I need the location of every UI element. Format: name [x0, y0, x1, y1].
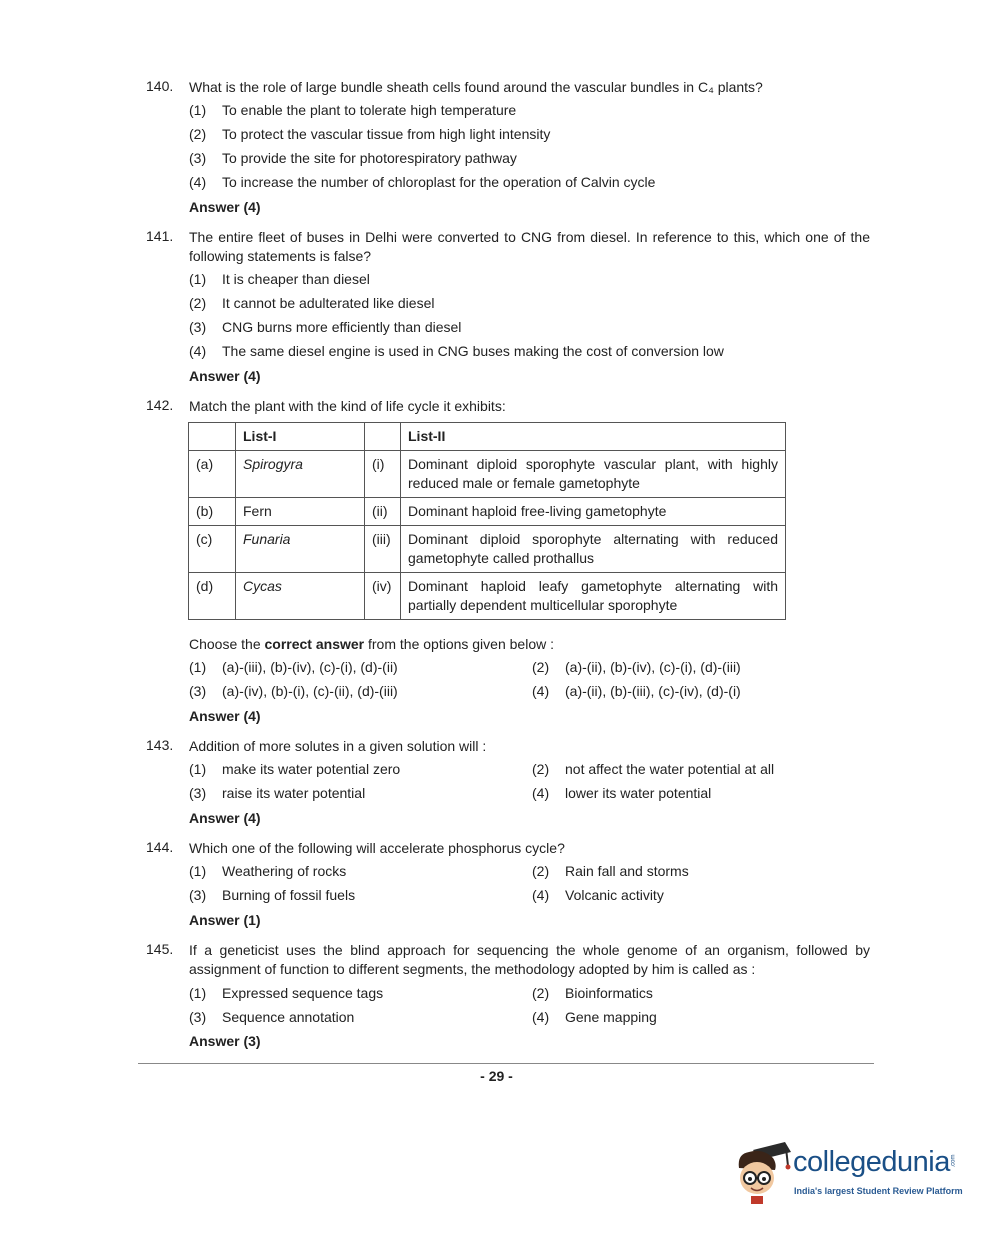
mascot-icon [733, 1138, 793, 1204]
option: (2) Rain fall and storms [532, 863, 689, 879]
option: (3) raise its water potential [189, 785, 366, 801]
option: (2) (a)-(ii), (b)-(iv), (c)-(i), (d)-(iii) [532, 659, 741, 675]
option: (4) Volcanic activity [532, 887, 664, 903]
question-142-options [146, 635, 870, 724]
question-141 [146, 228, 870, 384]
choose-instruction: Choose the correct answer from the options given below : [189, 636, 554, 652]
option: (2) It cannot be adulterated like diesel [189, 295, 435, 311]
answer: Answer (4) [189, 810, 261, 826]
option: (4) The same diesel engine is used in CNG buses making the cost of conversion low [189, 343, 724, 359]
option: (4) lower its water potential [532, 785, 712, 801]
answer: Answer (4) [189, 368, 261, 384]
question-text: What is the role of large bundle sheath cells found around the vascular bundles in C₄ plants? [189, 79, 763, 95]
collegedunia-logo [733, 1138, 963, 1208]
option: (1) make its water potential zero [189, 761, 401, 777]
question-number: 142. [146, 397, 174, 413]
question-143 [146, 737, 870, 826]
question-144 [146, 839, 870, 928]
option: (1) It is cheaper than diesel [189, 271, 370, 287]
question-text: The entire fleet of buses in Delhi were converted to CNG from diesel. In reference to this, which one of the following statements is false? [189, 229, 870, 264]
page-number: - 29 - [480, 1068, 513, 1084]
list1-header: List-I [236, 423, 365, 451]
table-row: (c) Funaria (iii) Dominant diploid sporophyte alternating with reduced gametophyte called prothallus [189, 526, 786, 573]
question-number: 144. [146, 839, 174, 855]
footer-divider [138, 1063, 874, 1064]
question-number: 143. [146, 737, 174, 753]
question-142 [146, 397, 870, 416]
option: (3) Burning of fossil fuels [189, 887, 356, 903]
option: (3) To provide the site for photorespiratory pathway [189, 150, 517, 166]
table-header-row [189, 423, 786, 451]
list2-header: List-II [401, 423, 786, 451]
answer: Answer (1) [189, 912, 261, 928]
answer: Answer (3) [189, 1033, 261, 1049]
question-text: Which one of the following will accelerate phosphorus cycle? [189, 840, 565, 856]
logo-wordmark: collegedunia [793, 1146, 950, 1178]
table-row: (d) Cycas (iv) Dominant haploid leafy gametophyte alternating with partially dependent multicellular sporophyte [189, 573, 786, 620]
logo-tagline: India's largest Student Review Platform [794, 1186, 963, 1196]
option: (2) Bioinformatics [532, 985, 653, 1001]
answer: Answer (4) [189, 708, 261, 724]
option: (1) (a)-(iii), (b)-(iv), (c)-(i), (d)-(ii) [189, 659, 398, 675]
question-number: 145. [146, 941, 174, 957]
option: (4) Gene mapping [532, 1009, 657, 1025]
option: (1) To enable the plant to tolerate high temperature [189, 102, 517, 118]
option: (2) To protect the vascular tissue from high light intensity [189, 126, 551, 142]
question-text: If a geneticist uses the blind approach for sequencing the whole genome of an organism, followed by assignment of function to different segments, the methodology adopted by him is called as : [189, 942, 870, 977]
answer: Answer (4) [189, 199, 261, 215]
question-number: 140. [146, 78, 174, 94]
question-number: 141. [146, 228, 174, 244]
option: (3) (a)-(iv), (b)-(i), (c)-(ii), (d)-(iii) [189, 683, 398, 699]
logo-suffix: .com [950, 1154, 957, 1168]
option: (3) Sequence annotation [189, 1009, 355, 1025]
option: (1) Expressed sequence tags [189, 985, 384, 1001]
question-text: Match the plant with the kind of life cycle it exhibits: [189, 398, 506, 414]
question-text: Addition of more solutes in a given solution will : [189, 738, 487, 754]
option: (1) Weathering of rocks [189, 863, 347, 879]
table-row: (b) Fern (ii) Dominant haploid free-living gametophyte [189, 498, 786, 526]
option: (2) not affect the water potential at all [532, 761, 775, 777]
question-140 [146, 78, 870, 215]
option: (3) CNG burns more efficiently than diesel [189, 319, 462, 335]
option: (4) (a)-(ii), (b)-(iii), (c)-(iv), (d)-(i) [532, 683, 741, 699]
match-table [188, 422, 786, 620]
table-row: (a) Spirogyra (i) Dominant diploid sporophyte vascular plant, with highly reduced male or female gametophyte [189, 451, 786, 498]
question-145 [146, 941, 870, 1049]
option: (4) To increase the number of chloroplast for the operation of Calvin cycle [189, 174, 656, 190]
